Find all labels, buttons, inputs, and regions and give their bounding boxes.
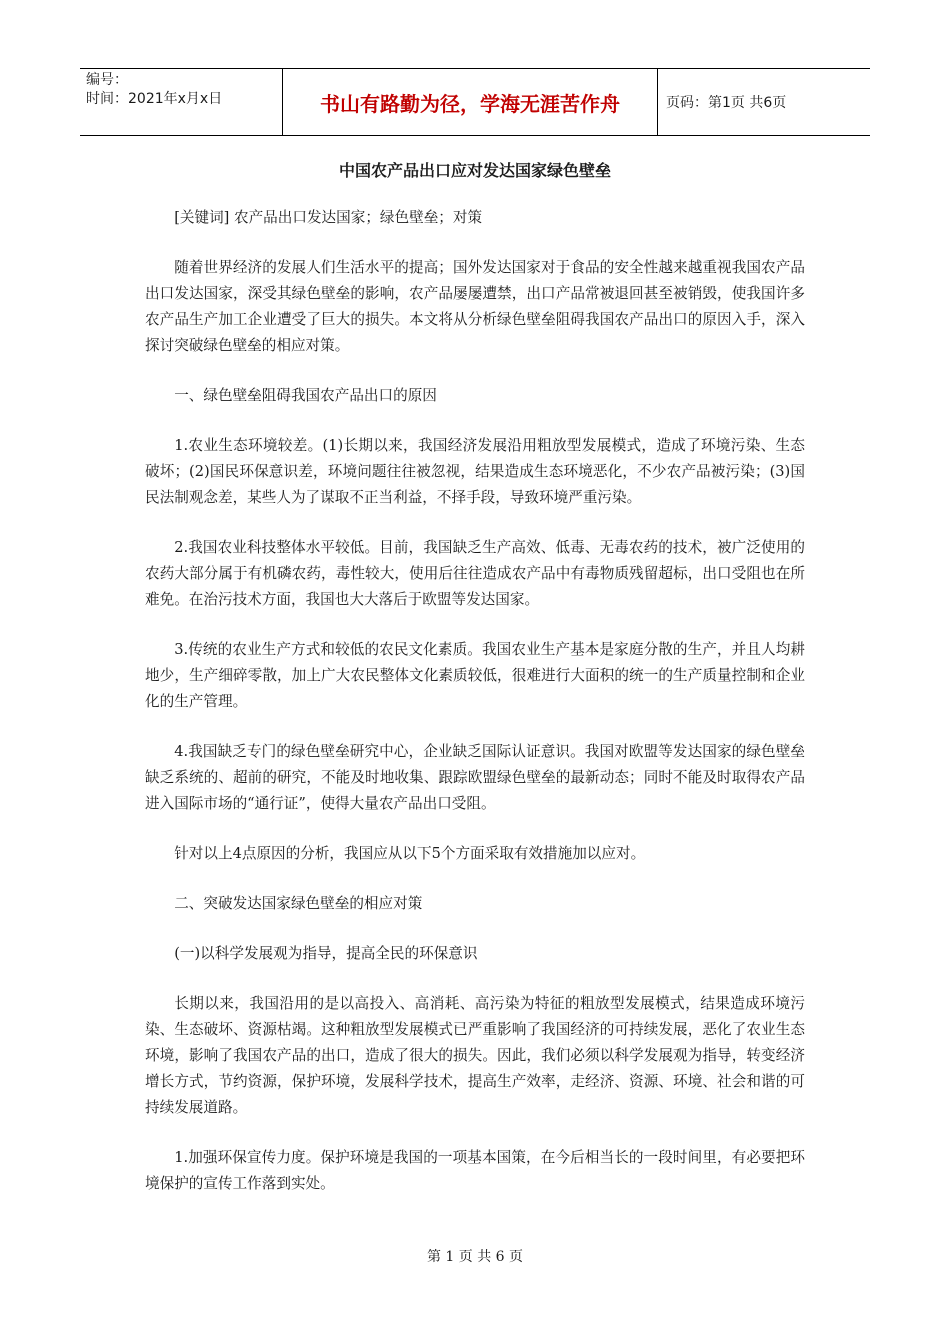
header-left-cell xyxy=(80,69,283,135)
page-footer: 第 1 页 共 6 页 xyxy=(426,1249,524,1265)
document-title: 中国农产品出口应对发达国家绿色壁垒 xyxy=(338,161,611,180)
section-heading: 一、绿色壁垒阻碍我国农产品出口的原因 xyxy=(174,387,437,404)
paragraph: 针对以上4点原因的分析，我国应从以下5个方面采取有效措施加以应对。 xyxy=(174,845,646,862)
paragraph: 1.加强环保宣传力度。保护环境是我国的一项基本国策，在今后相当长的一段时间里，有必要把环境保护的宣传工作落到实处。 xyxy=(145,1149,805,1192)
paragraph: 4.我国缺乏专门的绿色壁垒研究中心，企业缺乏国际认证意识。我国对欧盟等发达国家的绿色壁垒缺乏系统的、超前的研究，不能及时地收集、跟踪欧盟绿色壁垒的最新动态；同时不能及时取得农产品进入国际市场的“通行证”，使得大量农产品出口受阻。 xyxy=(145,743,805,812)
number-label: 编号： xyxy=(86,72,128,88)
paragraph: 长期以来，我国沿用的是以高投入、高消耗、高污染为特征的粗放型发展模式，结果造成环境污染、生态破坏、资源枯竭。这种粗放型发展模式已严重影响了我国经济的可持续发展，恶化了农业生态环境，影响了我国农产品的出口，造成了很大的损失。因此，我们必须以科学发展观为指导，转变经济增长方式，节约资源，保护环境，发展科学技术，提高生产效率，走经济、资源、环境、社会和谐的可持续发展道路。 xyxy=(145,995,805,1116)
paragraph: 随着世界经济的发展人们生活水平的提高；国外发达国家对于食品的安全性越来越重视我国农产品出口发达国家，深受其绿色壁垒的影响，农产品屡屡遭禁，出口产品常被退回甚至被销毁，使我国许多农产品生产加工企业遭受了巨大的损失。本文将从分析绿色壁垒阻碍我国农产品出口的原因入手，深入探讨突破绿色壁垒的相应对策。 xyxy=(145,259,805,354)
document-body xyxy=(145,205,805,1197)
paragraph: 3.传统的农业生产方式和较低的农民文化素质。我国农业生产基本是家庭分散的生产，并且人均耕地少，生产细碎零散，加上广大农民整体文化素质较低，很难进行大面积的统一的生产质量控制和企业化的生产管理。 xyxy=(145,641,805,710)
paragraph: 1.农业生态环境较差。(1)长期以来，我国经济发展沿用粗放型发展模式，造成了环境污染、生态破坏；(2)国民环保意识差，环境问题往往被忽视，结果造成生态环境恶化，不少农产品被污染；(3)国民法制观念差，某些人为了谋取不正当利益，不择手段，导致环境严重污染。 xyxy=(145,437,805,506)
time-label: 时间：2021年x月x日 xyxy=(86,91,223,107)
paragraph: 2.我国农业科技整体水平较低。目前，我国缺乏生产高效、低毒、无毒农药的技术，被广泛使用的农药大部分属于有机磷农药，毒性较大，使用后往往造成农产品中有毒物质残留超标，出口受阻也在所难免。在治污技术方面，我国也大大落后于欧盟等发达国家。 xyxy=(145,539,805,608)
section-heading: 二、突破发达国家绿色壁垒的相应对策 xyxy=(174,895,423,912)
header-table xyxy=(80,68,870,136)
page-info: 页码：第1页 共6页 xyxy=(666,95,787,111)
subsection-heading: (一)以科学发展观为指导，提高全民的环保意识 xyxy=(174,945,478,962)
keywords: [关键词] 农产品出口发达国家；绿色壁垒；对策 xyxy=(174,209,483,226)
motto: 书山有路勤为径，学海无涯苦作舟 xyxy=(283,69,658,135)
